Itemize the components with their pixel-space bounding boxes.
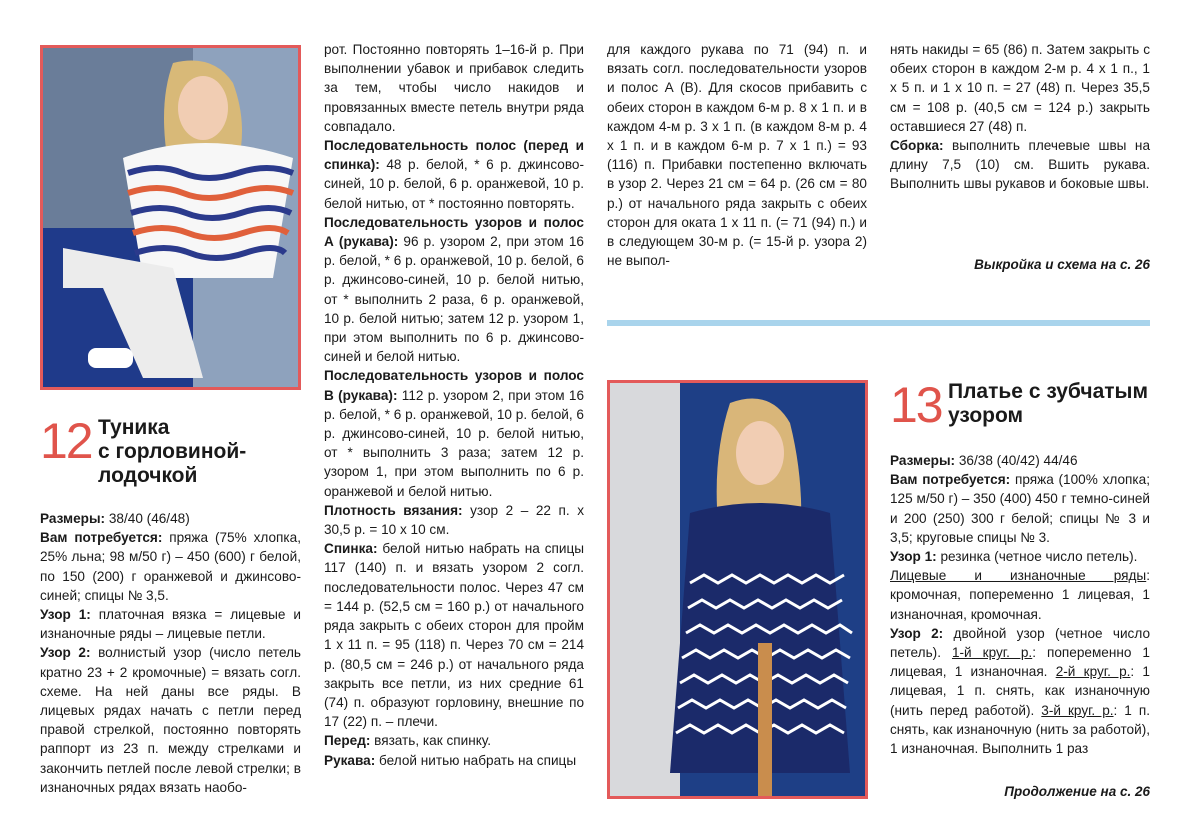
gauge-label: Плотность вязания: (324, 502, 463, 518)
model-13-title (948, 380, 1148, 428)
title-line: Туника (98, 416, 170, 439)
sleeves-continued-2: нять накиды = 65 (86) п. Затем закрыть с обеих сторон в каждом 2-м р. 4 х 1 п., 1 х 5 п. и 1 х 10 п. = 27 (48) п. Через 35,5 см = 108 р. (40,5 см = 124 р.) закрыть оставшиеся 27 (48) п. (890, 42, 1150, 134)
back-label: Спинка: (324, 541, 378, 557)
model-12-column-3 (607, 40, 867, 270)
tunic-photo-image (43, 48, 298, 387)
pattern-2-continued: рот. Постоянно повторять 1–16-й р. При выполнении убавок и прибавок следить за тем, чтобы число накидов и провязанных вместе петель внутри ряда совпадало. (324, 42, 584, 134)
model-12-number: 12 (40, 413, 92, 469)
pattern-2-label: Узор 2: (890, 625, 944, 641)
round-2-text: : 1 лицевая, 1 п. снять, как изнаночную (нить перед работой). (890, 664, 1150, 718)
stripe-sequence-text: 48 р. белой, * 6 р. джинсово-синей, 10 р. белой, 6 р. оранжевой, 10 р. белой нитью, от * постоянно повторять. (324, 157, 584, 211)
round-1-label: 1-й круг. р. (951, 645, 1033, 661)
section-divider (607, 320, 1150, 326)
model-13-column (890, 451, 1150, 758)
pattern-1-label: Узор 1: (40, 607, 91, 623)
materials-value: пряжа (100% хлопка; 125 м/50 г) – 350 (400) 450 г темно-синей и 200 (250) 300 г белой; спицы № 3 и 3,5; круговые спицы № 3. (890, 472, 1150, 545)
gauge-text: узор 2 – 22 п. х 30,5 р. = 10 х 10 см. (324, 502, 584, 538)
continuation-reference[interactable]: Продолжение на с. 26 (1004, 784, 1150, 799)
title-line: Платье с зубчатым (948, 380, 1149, 403)
sleeves-label: Рукава: (324, 752, 376, 768)
sizes-label: Размеры: (40, 511, 106, 526)
model-12-title (98, 416, 246, 488)
pattern-2-label: Узор 2: (40, 645, 91, 661)
sizes-value: 36/38 (40/42) 44/46 (955, 453, 1078, 468)
pattern-1-label: Узор 1: (890, 549, 937, 565)
model-13-number: 13 (890, 377, 942, 433)
materials-label: Вам потребуется: (40, 530, 163, 546)
sizes-label: Размеры: (890, 453, 956, 468)
sequence-b-text: 112 р. узором 2, при этом 16 р. белой, * 6 р. оранжевой, 10 р. белой, 6 р. джинсово-синей, 10 р. белой нитью, от * выполнить 3 раза; затем 12 р. узором 1, при этом выполнить по 6 р. оранжевой и белой нитью. (324, 387, 585, 499)
front-label: Перед: (324, 733, 371, 749)
sizes-value: 38/40 (46/48) (105, 511, 190, 526)
pattern-page-reference[interactable]: Выкройка и схема на с. 26 (974, 257, 1150, 272)
assembly-label: Сборка: (890, 138, 944, 154)
stripe-sequence-label: Последовательность полос (перед и спинка): (324, 138, 584, 173)
materials-label: Вам потребуется: (890, 472, 1011, 488)
tunic-photo (40, 45, 301, 390)
round-3-label: 3-й круг. р. (1041, 702, 1114, 718)
rows-text: : кромочная, попеременно 1 лицевая, 1 изнаночная, кромочная. (890, 568, 1150, 622)
pattern-1-text: платочная вязка = лицевые и изнаночные ряды – лицевые петли. (40, 607, 301, 642)
model-12-column-4 (890, 40, 1150, 194)
round-3-text: : 1 п. снять, как изнаночную (нить за работой), 1 изнаночная. Выполнить 1 раз (890, 702, 1150, 757)
round-1-text: : попеременно 1 лицевая, 1 изнаночная. (890, 645, 1150, 680)
rows-label: Лицевые и изнаночные ряды (890, 568, 1147, 584)
front-text: вязать, как спинку. (370, 733, 492, 749)
dress-photo (607, 380, 868, 799)
sleeves-continued: для каждого рукава по 71 (94) п. и вязать согл. последовательности узоров и полос А (В). Для скосов прибавить с обеих сторон в каждом 6-м р. 8 х 1 п. и в каждом 4-м р. 3 х 1 п. (в каждом 8-м р. 4 х 1 п. и в каждом 6-м р. 7 х 1 п.) = 93 (116) п. Прибавки постепенно включать в узор 2. Через 21 см = 64 р. (26 см = 80 р.) от начального ряда закрыть с обеих сторон для оката 1 х 11 п. (= 71 (94) п.) и в следующем 30-м р. (= 15-й р. узора 2) не выпол- (607, 42, 867, 269)
title-line: лодочкой (98, 464, 198, 487)
title-line: с горловиной- (98, 440, 247, 463)
model-12-column-1 (40, 509, 301, 797)
sleeves-text: белой нитью набрать на спицы (375, 752, 577, 768)
assembly-text: выполнить плечевые швы на длину 7,5 (10) см. Вшить рукава. Выполнить швы рукавов и боковые швы. (890, 138, 1150, 192)
sequence-a-label: Последовательность узоров и полос А (рукава): (324, 214, 584, 250)
materials-value: пряжа (75% хлопка, 25% льна; 98 м/50 г) – 450 (600) г белой, по 150 (200) г оранжевой и джинсово-синей; спицы № 3,5. (40, 530, 301, 603)
pattern-2-text: волнистый узор (число петель кратно 23 + 2 кромочные) = вязать согл. схеме. На ней даны все ряды. В лицевых рядах начать с петли перед правой стрелкой, постоянно повторять раппорт из 23 п. между стрелками и закончить петлей после левой стрелки; в изнаночных рядах вязать наобо- (40, 645, 301, 795)
round-2-label: 2-й круг. р. (1055, 664, 1131, 680)
back-text: белой нитью набрать на спицы 117 (140) п. и вязать узором 2 согл. последовательности полос. Через 47 см = 144 р. (52,5 см = 160 р.) от начального ряда закрыть с обеих сторон для пройм 1 х 11 п. = 95 (118) п. Через 70 см = 214 р. (80,5 см = 246 р.) от начального ряда закрыть все петли, из них средние 61 (74) п. образуют горловину, внешние по 17 (22) п. – плечи. (324, 541, 584, 730)
sequence-a-text: 96 р. узором 2, при этом 16 р. белой, * 6 р. оранжевой, 10 р. белой, 6 р. джинсово-синей, 10 р. белой нитью, от * выполнить 2 раза, 6 р. оранжевой, 10 р. белой нитью; затем 12 р. узором 1, при этом выполнить по 6 р. джинсово-синей и белой нитью. (324, 234, 584, 365)
pattern-1-text: резинка (четное число петель). (936, 549, 1138, 565)
dress-photo-image (610, 383, 865, 796)
pattern-2-text: двойной узор (четное число петель). (890, 625, 1151, 661)
sequence-b-label: Последовательность узоров и полос В (рукава): (324, 368, 584, 403)
title-line: узором (948, 404, 1024, 427)
model-12-column-2 (324, 40, 584, 770)
